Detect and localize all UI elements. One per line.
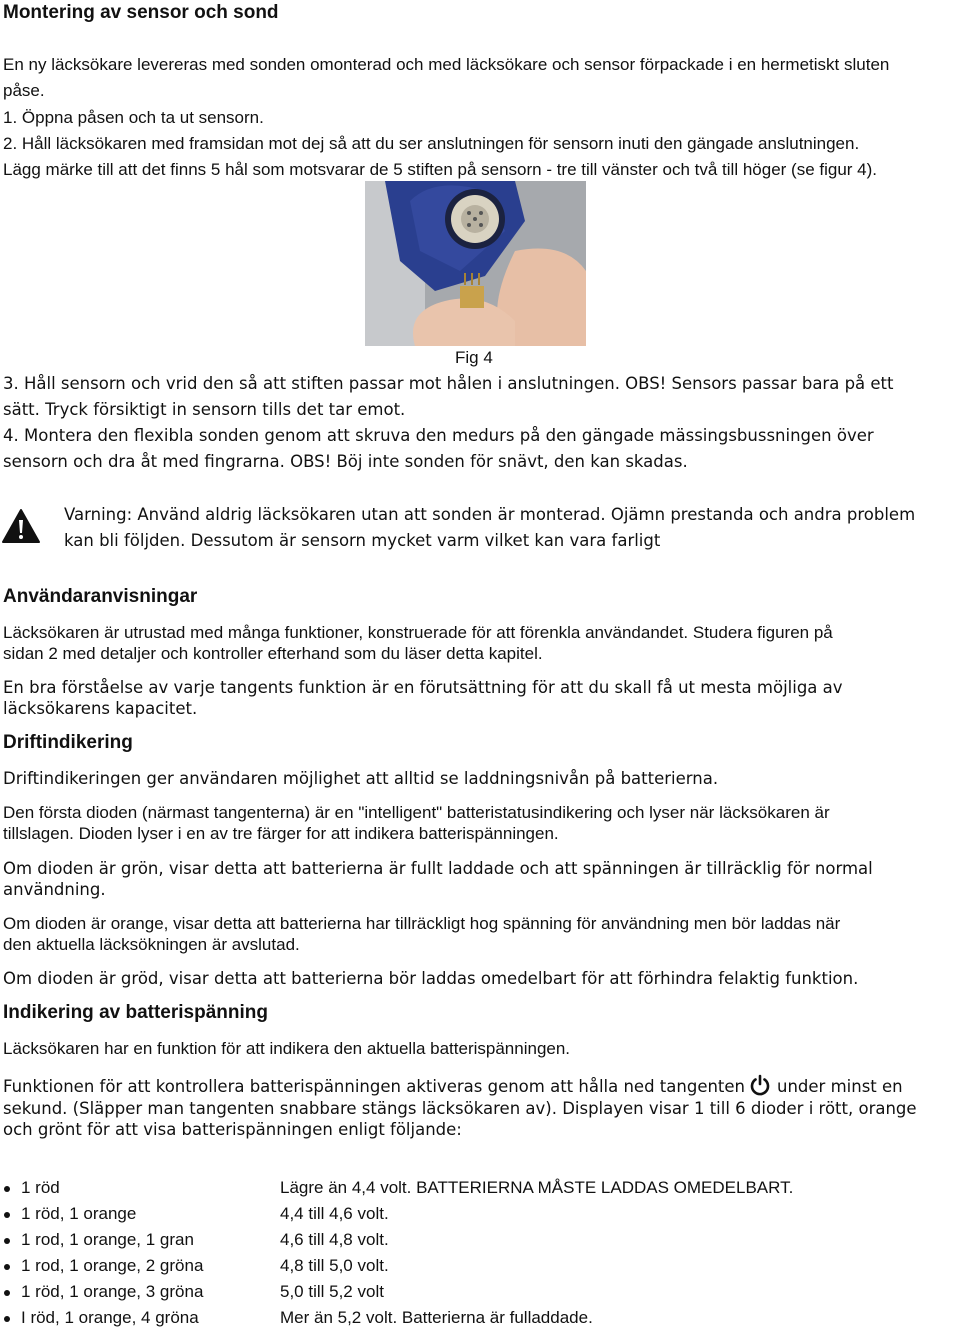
bullet [4, 1264, 10, 1270]
section-title-batterispanning: Indikering av batterispänning [3, 1002, 268, 1023]
voltage-range: 5,0 till 5,2 volt [280, 1282, 384, 1301]
led-combination: 1 röd, 1 orange, 3 gröna [21, 1282, 204, 1301]
voltage-range: 4,8 till 5,0 volt. [280, 1256, 389, 1275]
warning-line-1: Varning: Använd aldrig läcksökaren utan att sonden är monterad. Ojämn prestanda och andra problem [64, 505, 916, 524]
battery-p2-line-2: sekund. (Släpper man tangenten snabbare stängs läcksökaren av). Displayen visar 1 till 6 dioder i rött, orange [3, 1099, 917, 1118]
drift-p5: Om dioden är gröd, visar detta att batterierna bör laddas omedelbart för att förhindra felaktig funktion. [3, 969, 859, 988]
step-3-line-2: sätt. Tryck försiktigt in sensorn tills det tar emot. [3, 400, 406, 419]
voltage-range: Lägre än 4,4 volt. BATTERIERNA MÅSTE LADDAS OMEDELBART. [280, 1178, 794, 1197]
section-title-driftindikering: Driftindikering [3, 732, 133, 753]
led-combination: I röd, 1 orange, 4 gröna [21, 1308, 199, 1327]
section-title-montering: Montering av sensor och sond [3, 2, 279, 23]
intro-line-2: påse. [3, 81, 45, 100]
battery-p2-line-3: och grönt för att visa batterispänningen enligt följande: [3, 1120, 462, 1139]
drift-p2-line-1: Den första dioden (närmast tangenterna) är en "intelligent" batteristatusindikering och lyser när läcksökaren är [3, 803, 830, 822]
step-2-line-2: Lägg märke till att det finns 5 hål som motsvarar de 5 stiften på sensorn - tre till vänster och två till höger (se figur 4). [3, 160, 878, 179]
step-1: 1. Öppna påsen och ta ut sensorn. [3, 108, 264, 127]
power-button-icon [749, 1074, 771, 1096]
voltage-range: 4,4 till 4,6 volt. [280, 1204, 389, 1223]
battery-p2-before: Funktionen för att kontrollera batterispänningen aktiveras genom att hålla ned tangenten [3, 1077, 746, 1096]
list-item [0, 1254, 960, 1280]
usage-p1-line-2: sidan 2 med detaljer och kontroller efterhand som du läser detta kapitel. [3, 644, 543, 663]
step-2-line-1: 2. Håll läcksökaren med framsidan mot dej så att du ser anslutningen för sensorn inuti den gängade anslutningen. [3, 134, 860, 153]
figure-caption: Fig 4 [455, 348, 493, 367]
drift-p3-line-1: Om dioden är grön, visar detta att batterierna är fullt laddade och att spänningen är tillräcklig för normal [3, 859, 873, 878]
led-combination: 1 röd [21, 1178, 60, 1197]
battery-p1: Läcksökaren har en funktion för att indikera den aktuella batterispänningen. [3, 1039, 571, 1058]
drift-p1: Driftindikeringen ger användaren möjlighet att alltid se laddningsnivån på batterierna. [3, 769, 719, 788]
voltage-range: 4,6 till 4,8 volt. [280, 1230, 389, 1249]
intro-line-1: En ny läcksökare levereras med sonden omonterad och med läcksökare och sensor förpackade i en hermetiskt sluten [3, 55, 890, 74]
sensor-photo [365, 181, 586, 346]
voltage-range: Mer än 5,2 volt. Batterierna är fulladdade. [280, 1308, 593, 1327]
drift-p4-line-1: Om dioden är orange, visar detta att batterierna har tillräckligt hog spänning för användning men bör laddas när [3, 914, 841, 933]
step-4-line-1: 4. Montera den flexibla sonden genom att skruva den medurs på den gängade mässingsbussningen över [3, 426, 874, 445]
list-item [0, 1228, 960, 1254]
drift-p4-line-2: den aktuella läcksökningen är avslutad. [3, 935, 300, 954]
list-item [0, 1306, 960, 1332]
bullet [4, 1186, 10, 1192]
battery-p2-after: under minst en [777, 1077, 903, 1096]
bullet [4, 1316, 10, 1322]
usage-p2-line-1: En bra förståelse av varje tangents funktion är en förutsättning för att du skall få ut mesta möjliga av [3, 678, 843, 697]
led-combination: 1 rod, 1 orange, 1 gran [21, 1230, 194, 1249]
bullet [4, 1238, 10, 1244]
bullet [4, 1290, 10, 1296]
step-3-line-1: 3. Håll sensorn och vrid den så att stiften passar mot hålen i anslutningen. OBS! Sensors passar bara på ett [3, 374, 894, 393]
list-item [0, 1202, 960, 1228]
list-item [0, 1176, 960, 1202]
warning-line-2: kan bli följden. Dessutom är sensorn mycket varm vilket kan vara farligt [64, 531, 661, 550]
usage-p2-line-2: läcksökarens kapacitet. [3, 699, 198, 718]
step-4-line-2: sensorn och dra åt med fingrarna. OBS! Böj inte sonden för snävt, den kan skadas. [3, 452, 688, 471]
drift-p2-line-2: tillslagen. Dioden lyser i en av tre färger for att indikera batterispänningen. [3, 824, 559, 843]
led-combination: 1 röd, 1 orange [21, 1204, 137, 1223]
list-item [0, 1280, 960, 1306]
warning-icon [1, 508, 41, 545]
drift-p3-line-2: användning. [3, 880, 106, 899]
led-combination: 1 rod, 1 orange, 2 gröna [21, 1256, 204, 1275]
bullet [4, 1212, 10, 1218]
section-title-anvandaranvisningar: Användaranvisningar [3, 586, 198, 607]
usage-p1-line-1: Läcksökaren är utrustad med många funktioner, konstruerade för att förenkla användandet. Studera figuren på [3, 623, 833, 642]
